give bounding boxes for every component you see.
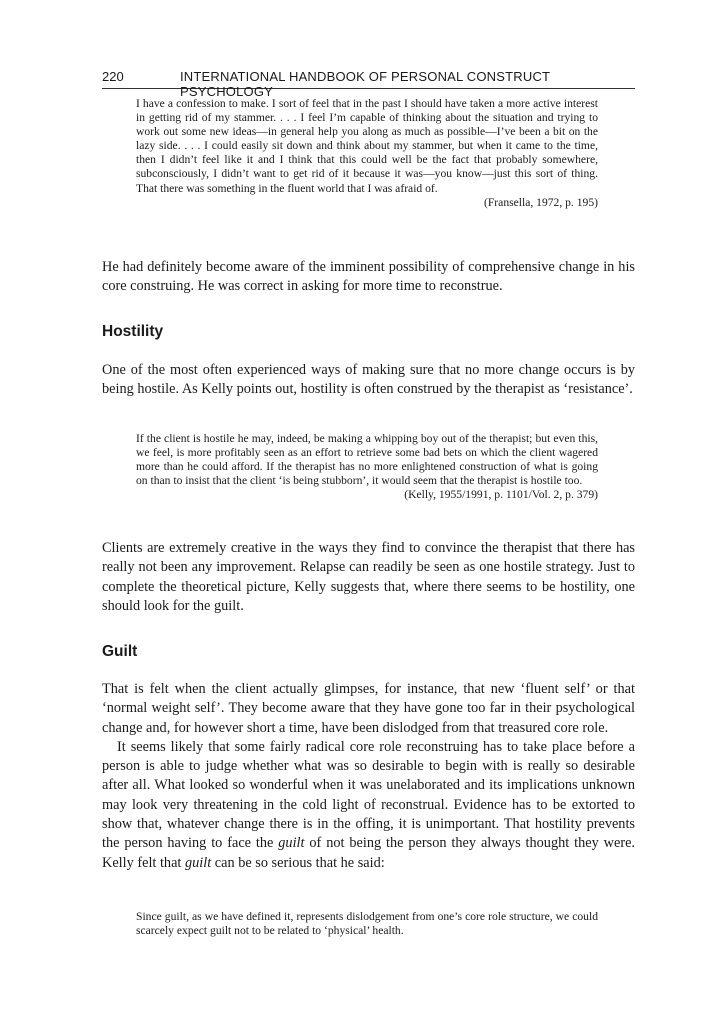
page-number: 220 xyxy=(102,69,124,84)
running-header xyxy=(102,68,635,99)
paragraph-text: Clients are extremely creative in the ways they find to convince the therapist that there has really not been any improvement. Relapse can readily be seen as one hostile strategy. Just to complete the theoretical picture, Kelly suggests that, where there seems to be hostility, one should look for the guilt. xyxy=(102,540,635,614)
paragraph xyxy=(102,539,635,616)
section-heading-hostility: Hostility xyxy=(102,323,164,340)
paragraph-group xyxy=(102,680,635,873)
paragraph xyxy=(102,361,635,400)
quote-text: I have a confession to make. I sort of feel that in the past I should have taken a more active interest in getting rid of my stammer. . . . I feel I’m capable of thinking about the situation and trying to work out some new ideas—in general help you along as much as possible—I’ve been a bit on the lazy side. . . . I could easily sit down and think about my stammer, but when it came to the time, then I didn’t feel like it and I think that this could well be the fact that probably somewhere, subconsciously, I didn’t want to get rid of it because it was—you know—just this sort of thing. That there was something in the fluent world that I was afraid of. xyxy=(136,97,598,195)
emphasis: guilt xyxy=(184,854,212,871)
paragraph-text: One of the most often experienced ways of making sure that no more change occurs is by being hostile. As Kelly points out, hostility is often construed by the therapist as ‘resistance’. xyxy=(102,362,635,398)
emphasis: guilt xyxy=(278,835,305,852)
quote-citation: (Fransella, 1972, p. 195) xyxy=(484,195,598,209)
paragraph-text: That is felt when the client actually glimpses, for instance, that new ‘fluent self’ or that ‘normal weight self’. They become aware that they have gone too far in their psychological change and, for however short a time, have been dislodged from that treasured core role. xyxy=(102,681,635,736)
paragraph-text: He had definitely become aware of the imminent possibility of comprehensive change in his core construing. He was correct in asking for more time to reconstrue. xyxy=(102,259,635,295)
paragraph-text: It seems likely that some fairly radical core role reconstruing has to take place before a person is able to judge whether what was so desirable to begin with is really so desirable after all. What looked so wonderful when it was unelaborated and its implications unknown may look very threatening in the cold light of reconstrual. Evidence has to be extorted to show that, whatever change there is in the offing, it is unimportant. That hostility prevents the person having to face the guilt of not being the person they always thought they were. Kelly felt that guilt can be so serious that he said: xyxy=(102,738,635,871)
block-quote-kelly xyxy=(136,432,598,502)
block-quote-fransella xyxy=(136,97,598,210)
paragraph xyxy=(102,258,635,297)
quote-text: Since guilt, as we have defined it, represents dislodgement from one’s core role structure, we could scarcely expect guilt not to be related to ‘physical’ health. xyxy=(136,910,598,938)
section-heading-guilt: Guilt xyxy=(102,643,138,660)
block-quote-kelly-guilt xyxy=(136,910,598,938)
quote-citation: (Kelly, 1955/1991, p. 1101/Vol. 2, p. 379) xyxy=(404,488,598,502)
quote-text: If the client is hostile he may, indeed, be making a whipping boy out of the therapist; but even this, we feel, is more profitably seen as an effort to retrieve some bad bets on which the client wagered more than he could afford. If the therapist has no more enlightened construction of what is going on than to insist that the client ‘is being stubborn’, it would seem that the therapist is hostile too. xyxy=(136,432,598,488)
running-title: INTERNATIONAL HANDBOOK OF PERSONAL CONSTRUCT PSYCHOLOGY xyxy=(180,69,550,99)
